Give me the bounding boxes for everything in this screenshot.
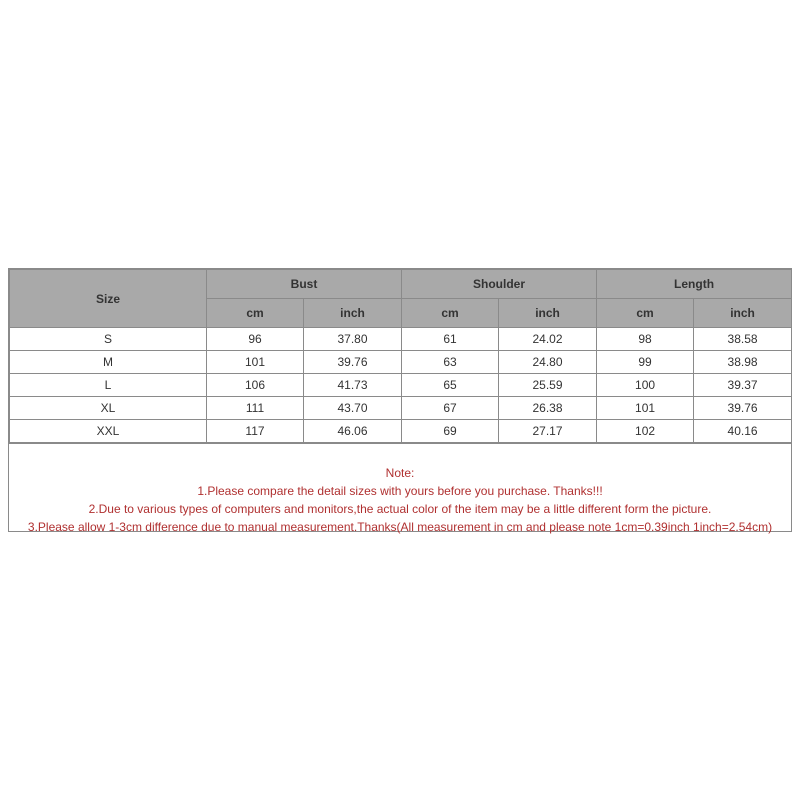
bust-cm-cell: 101 [207, 351, 304, 374]
shoulder-inch-header: inch [499, 299, 597, 328]
length-inch-cell: 39.76 [694, 397, 792, 420]
bust-inch-cell: 37.80 [304, 328, 402, 351]
shoulder-inch-cell: 25.59 [499, 374, 597, 397]
length-cm-cell: 99 [597, 351, 694, 374]
bust-cm-cell: 117 [207, 420, 304, 443]
note-line-1: 1.Please compare the detail sizes with yours before you purchase. Thanks!!! [197, 484, 603, 498]
length-inch-cell: 38.98 [694, 351, 792, 374]
shoulder-cm-cell: 67 [402, 397, 499, 420]
length-cm-cell: 101 [597, 397, 694, 420]
shoulder-cm-cell: 61 [402, 328, 499, 351]
note-line-3: 3.Please allow 1-3cm difference due to manual measurement.Thanks(All measurement in cm and please note 1cm=0.39inch 1inch=2.54cm) [27, 520, 773, 534]
length-cm-cell: 98 [597, 328, 694, 351]
shoulder-group-header: Shoulder [402, 270, 597, 299]
bust-cm-cell: 106 [207, 374, 304, 397]
bust-inch-cell: 39.76 [304, 351, 402, 374]
length-cm-cell: 100 [597, 374, 694, 397]
length-inch-cell: 38.58 [694, 328, 792, 351]
size-chart [8, 268, 792, 532]
note-title: Note: [385, 466, 415, 480]
size-cell: M [10, 351, 207, 374]
shoulder-cm-header: cm [402, 299, 499, 328]
size-table [9, 269, 792, 443]
shoulder-cm-cell: 63 [402, 351, 499, 374]
length-group-header: Length [597, 270, 792, 299]
header-group-row [10, 270, 792, 299]
bust-cm-cell: 96 [207, 328, 304, 351]
table-row [10, 397, 792, 420]
notes-section [9, 443, 791, 542]
shoulder-cm-cell: 69 [402, 420, 499, 443]
bust-inch-cell: 46.06 [304, 420, 402, 443]
shoulder-inch-cell: 24.80 [499, 351, 597, 374]
bust-inch-header: inch [304, 299, 402, 328]
size-cell: S [10, 328, 207, 351]
bust-group-header: Bust [207, 270, 402, 299]
length-cm-header: cm [597, 299, 694, 328]
bust-inch-cell: 43.70 [304, 397, 402, 420]
length-cm-cell: 102 [597, 420, 694, 443]
length-inch-cell: 39.37 [694, 374, 792, 397]
note-line-2: 2.Due to various types of computers and monitors,the actual color of the item may be a little different form the picture. [88, 502, 712, 516]
size-column-header: Size [10, 270, 207, 328]
shoulder-cm-cell: 65 [402, 374, 499, 397]
shoulder-inch-cell: 26.38 [499, 397, 597, 420]
length-inch-header: inch [694, 299, 792, 328]
bust-cm-cell: 111 [207, 397, 304, 420]
shoulder-inch-cell: 24.02 [499, 328, 597, 351]
bust-cm-header: cm [207, 299, 304, 328]
size-cell: L [10, 374, 207, 397]
size-cell: XXL [10, 420, 207, 443]
size-cell: XL [10, 397, 207, 420]
table-row [10, 374, 792, 397]
table-row [10, 420, 792, 443]
shoulder-inch-cell: 27.17 [499, 420, 597, 443]
length-inch-cell: 40.16 [694, 420, 792, 443]
table-row [10, 328, 792, 351]
table-row [10, 351, 792, 374]
bust-inch-cell: 41.73 [304, 374, 402, 397]
